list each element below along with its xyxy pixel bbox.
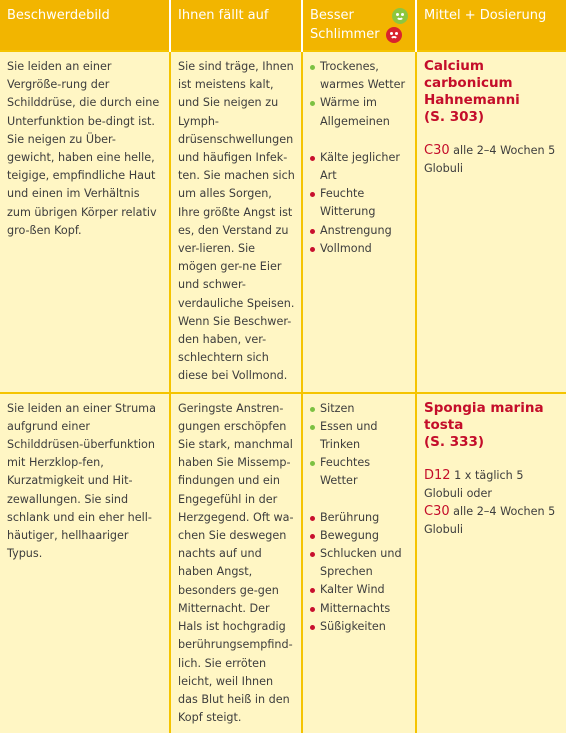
dosage-line xyxy=(424,503,560,539)
smiley-mouth xyxy=(396,16,404,20)
worse-item: Vollmond xyxy=(310,240,409,258)
better-item: Trockenes, warmes Wetter xyxy=(310,58,409,94)
dosage-line xyxy=(424,467,560,503)
worse-item: Berührung xyxy=(310,509,409,527)
complaint-cell: Sie leiden an einer Vergröße-rung der Schilddrüse, die durch eine Unterfunktion be-dingt ist. Sie neigen zu Über-gewicht, haben eine helle, teigige, empfindliche Haut und einen im Verhältnis zum übrigen Körper relativ gro-ßen Kopf. xyxy=(0,51,170,393)
worse-list xyxy=(310,149,409,258)
remedy-cell xyxy=(416,51,566,393)
remedy-name: Calcium carbonicum Hahnemanni xyxy=(424,58,520,108)
table-header xyxy=(0,0,566,51)
header-better-label: Besser xyxy=(310,8,354,23)
worse-item: Kälte jeglicher Art xyxy=(310,149,409,185)
header-row xyxy=(0,0,566,51)
better-worse-cell xyxy=(302,393,416,733)
worse-item: Mitternachts xyxy=(310,600,409,618)
table-row xyxy=(0,51,566,393)
frown-mouth xyxy=(390,36,398,40)
dosage-text: alle 2–4 Wochen 5 Globuli xyxy=(424,144,556,176)
table-row xyxy=(0,393,566,733)
dosage-line xyxy=(424,142,560,178)
notice-cell: Sie sind träge, Ihnen ist meistens kalt, und Sie neigen zu Lymph-drüsenschwellungen und häufigen Infek-ten. Sie machen sich um alles Sorgen, Ihre größte Angst ist es, den Verstand zu ver-lieren. Sie mögen ger-ne Eier und schwer-verdauliche Speisen. Wenn Sie Beschwer-den haben, ver-schlechtern sich diese bei Vollmond. xyxy=(170,51,302,393)
better-list xyxy=(310,58,409,131)
worse-item: Anstrengung xyxy=(310,222,409,240)
worse-item: Kalter Wind xyxy=(310,581,409,599)
header-worse-label: Schlimmer xyxy=(310,27,380,42)
potency: D12 xyxy=(424,467,451,483)
worse-list xyxy=(310,509,409,636)
better-worse-header xyxy=(310,6,408,44)
worse-header-line xyxy=(310,25,408,44)
better-header-line xyxy=(310,6,408,25)
dosage-text: alle 2–4 Wochen 5 Globuli xyxy=(424,505,556,537)
notice-cell: Geringste Anstren-gungen erschöpfen Sie stark, manchmal haben Sie Missemp-findungen und ein Engegefühl in der Herzgegend. Oft wa-chen Sie deswegen nachts auf und haben Angst, besonders ge-gen Mitternacht. Der Hals ist hochgradig berührungsempfind-lich. Sie erröten leicht, weil Ihnen das Blut heiß in den Kopf steigt. xyxy=(170,393,302,733)
worse-item: Süßigkeiten xyxy=(310,618,409,636)
green-smiley-icon xyxy=(392,8,408,24)
better-item: Wärme im Allgemeinen xyxy=(310,94,409,130)
worse-item: Schlucken und Sprechen xyxy=(310,545,409,581)
remedy-page-ref: (S. 333) xyxy=(424,433,485,450)
table-body xyxy=(0,51,566,733)
worse-item: Feuchte Witterung xyxy=(310,185,409,221)
potency: C30 xyxy=(424,504,450,520)
better-item: Essen und Trinken xyxy=(310,418,409,454)
better-worse-cell xyxy=(302,51,416,393)
header-notice: Ihnen fällt auf xyxy=(170,0,302,51)
worse-item: Bewegung xyxy=(310,527,409,545)
header-remedy-dosage: Mittel + Dosierung xyxy=(416,0,566,51)
complaint-cell: Sie leiden an einer Struma aufgrund einer Schilddrüsen-überfunktion mit Herzklop-fen, Kurzatmigkeit und Hit-zewallungen. Sie sind schlank und ein eher hell-häutiger, hellhaariger Typus. xyxy=(0,393,170,733)
remedy-cell xyxy=(416,393,566,733)
header-better-worse xyxy=(302,0,416,51)
dosage-text: 1 x täglich 5 Globuli oder xyxy=(424,468,524,500)
better-item: Sitzen xyxy=(310,400,409,418)
better-list xyxy=(310,400,409,491)
potency: C30 xyxy=(424,143,450,158)
remedy-name: Spongia marina tosta xyxy=(424,399,544,433)
remedy-page-ref: (S. 303) xyxy=(424,109,485,125)
red-frown-icon xyxy=(386,27,402,43)
better-item: Feuchtes Wetter xyxy=(310,454,409,490)
header-complaint: Beschwerdebild xyxy=(0,0,170,51)
